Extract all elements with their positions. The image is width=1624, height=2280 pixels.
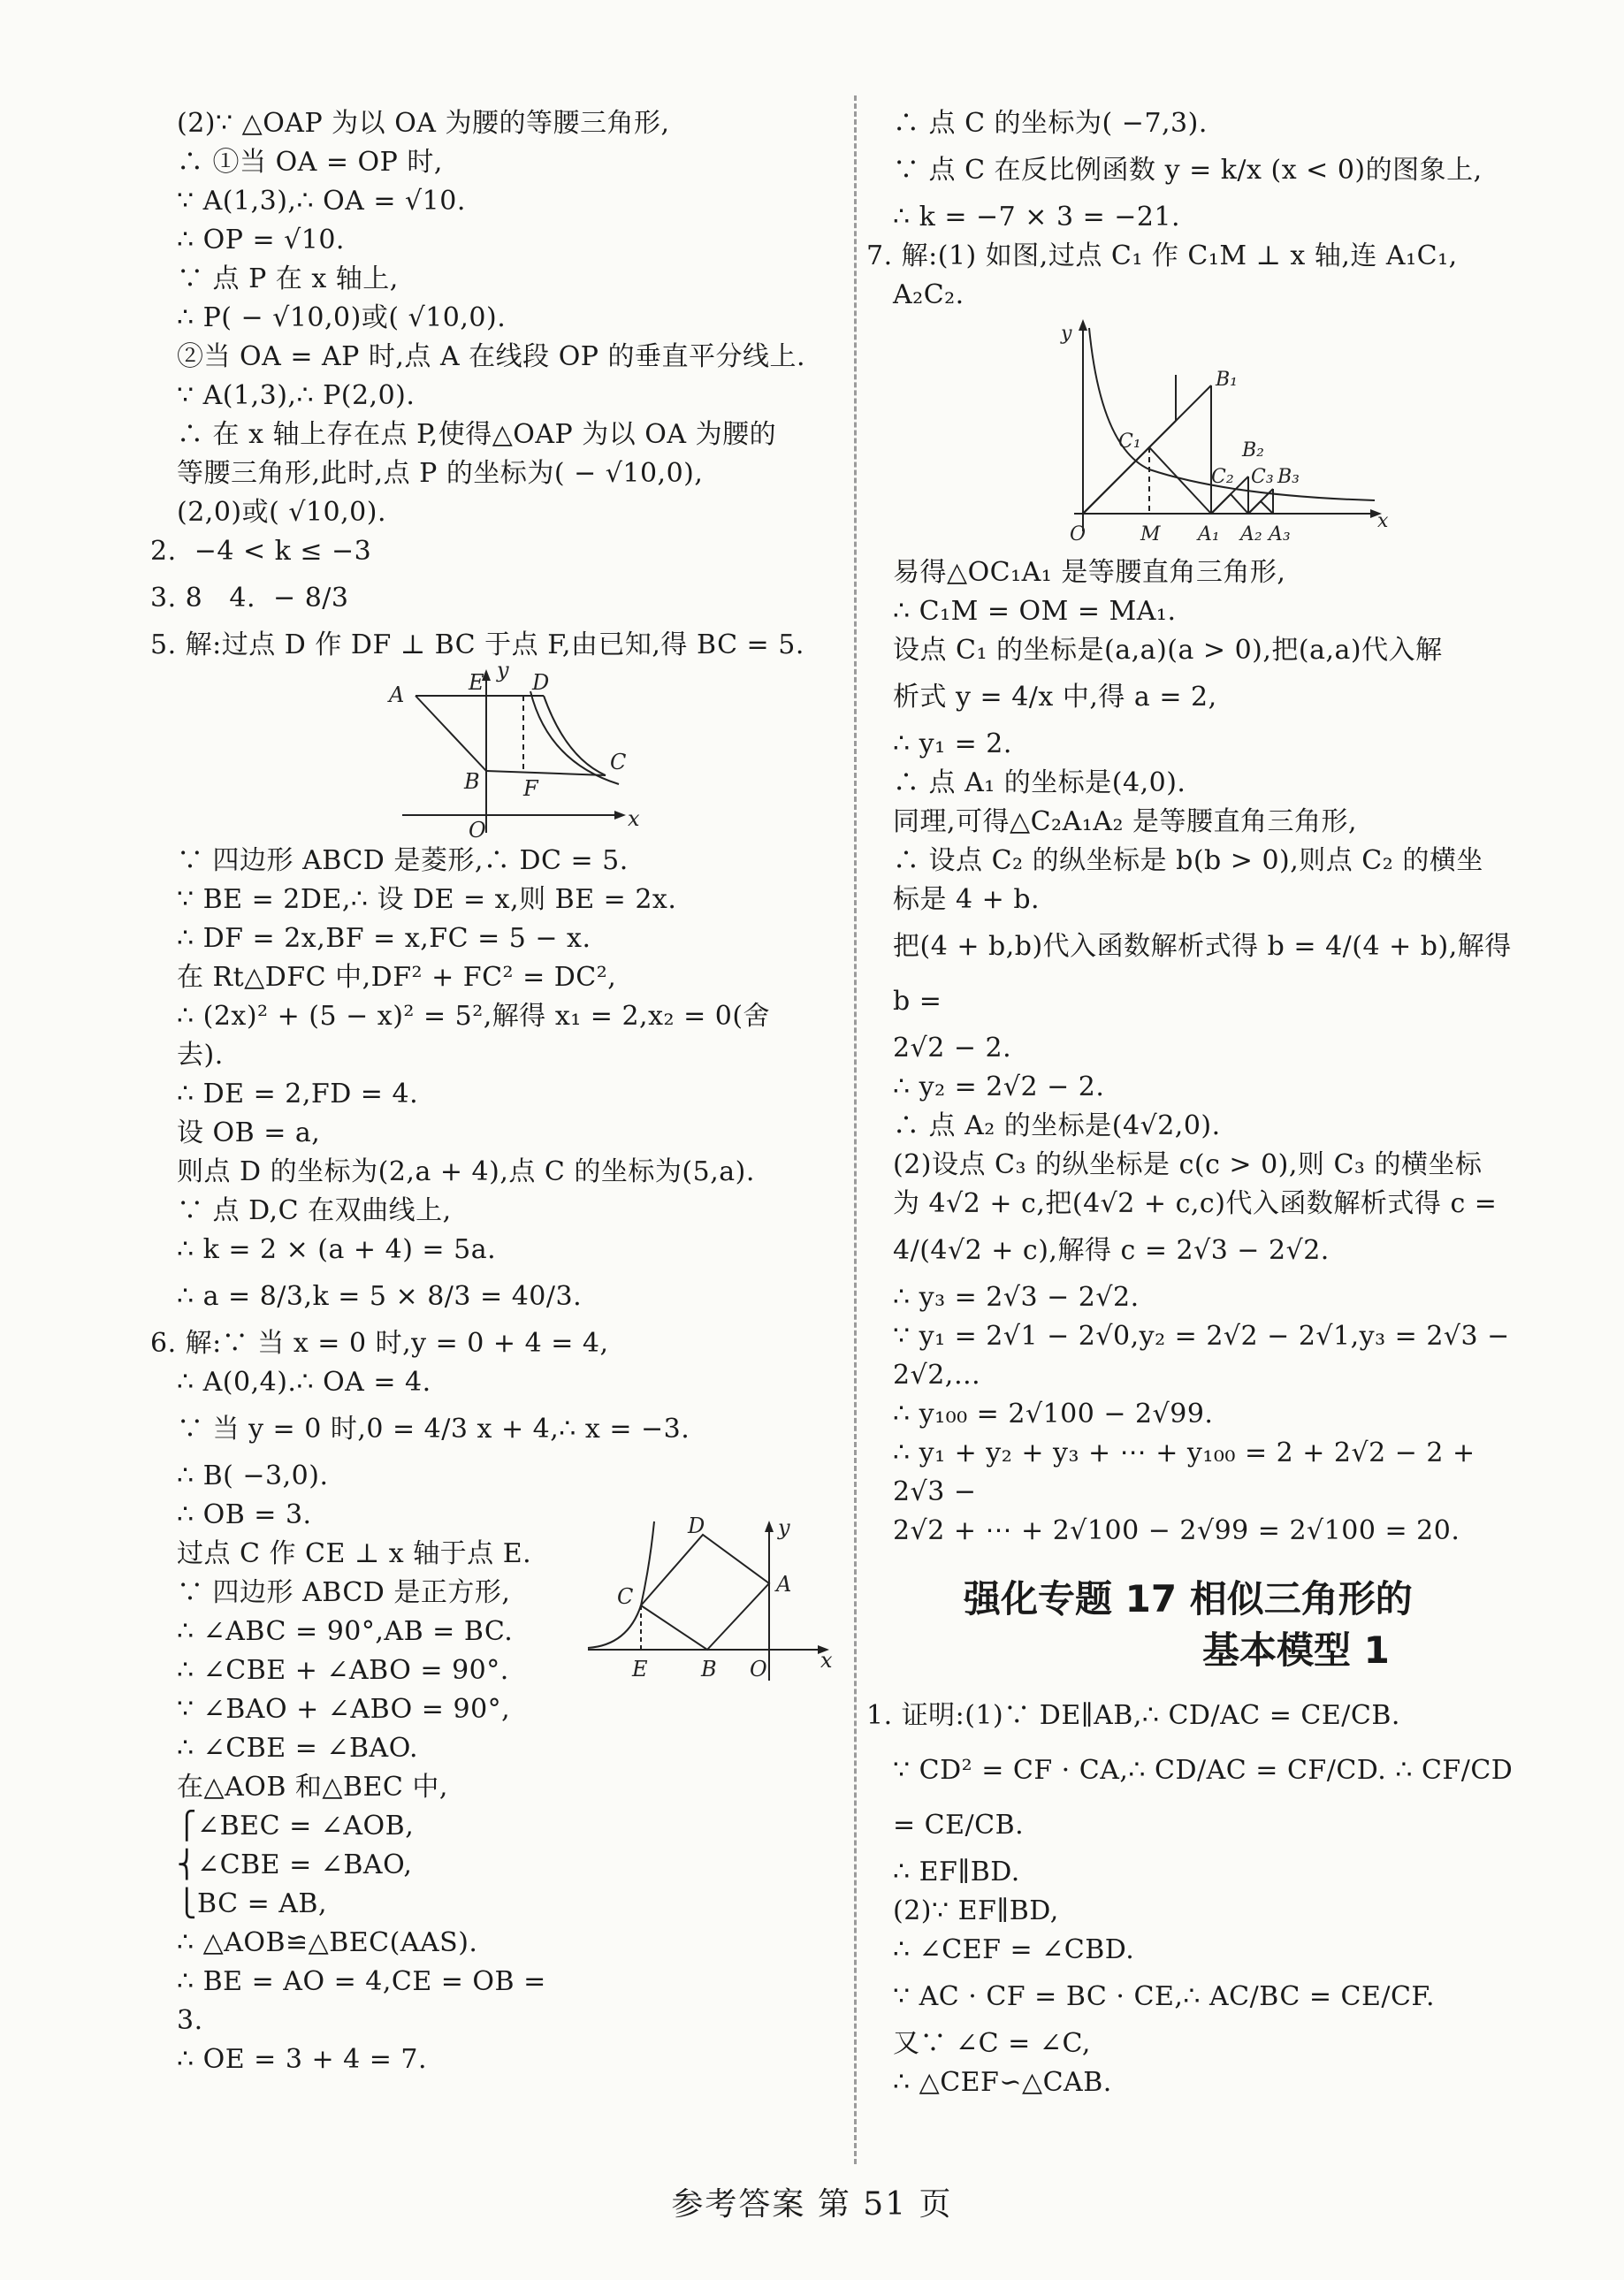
text-line: ∴ BE = AO = 4,CE = OB = 3. [177, 1966, 555, 2036]
figure-problem-5 [177, 665, 858, 842]
text-line: 析式 y = 4/x 中,得 a = 2, [893, 682, 1217, 713]
text-line: ∴ 在 x 轴上存在点 P,使得△OAP 为以 OA 为腰的 [177, 419, 777, 450]
text-line: ∴ (2x)² + (5 − x)² = 5²,解得 x₁ = 2,x₂ = 0(舍 [177, 1001, 771, 1032]
section-title-line1: 强化专题 17 相似三角形的 [964, 1577, 1413, 1620]
label-A: A [389, 682, 405, 707]
text-line: (2)设点 C₃ 的纵坐标是 c(c > 0),则 C₃ 的横坐标 [893, 1149, 1483, 1180]
answer-3-4: 3. 8 4. − 8/3 [150, 583, 349, 614]
left-block-a [150, 104, 858, 665]
label-D: D [532, 670, 550, 695]
label-O: O [1070, 523, 1086, 545]
text-line: 2√2 + ⋯ + 2√100 − 2√99 = 2√100 = 20. [893, 1515, 1460, 1546]
label-A: A [776, 1572, 792, 1597]
text-line: ∵ 点 C 在反比例函数 y = k/x (x < 0)的图象上, [893, 155, 1483, 186]
text-line: ∴ k = 2 × (a + 4) = 5a. [177, 1234, 497, 1265]
label-D: D [688, 1517, 705, 1538]
text-line: 在 Rt△DFC 中,DF² + FC² = DC², [177, 962, 617, 993]
label-O: O [750, 1657, 767, 1681]
text-line: ∴ EF∥BD. [893, 1857, 1020, 1887]
label-F: F [523, 776, 538, 801]
text-line: 等腰三角形,此时,点 P 的坐标为( − √10,0), [177, 458, 704, 489]
text-line: ∴ OE = 3 + 4 = 7. [177, 2044, 428, 2075]
label-E: E [469, 670, 484, 695]
text-line: ∴ y₁ = 2. [893, 728, 1012, 759]
square-ABCD [641, 1535, 769, 1650]
right-block-b [893, 553, 1529, 1551]
text-line: 为 4√2 + c,把(4√2 + c,c)代入函数解析式得 c = [893, 1188, 1498, 1219]
segment-AB [416, 696, 486, 771]
label-M: M [1140, 523, 1161, 545]
segment-DC-curve [544, 696, 606, 775]
proof-1-heading: 1. 证明:(1)∵ DE∥AB,∴ CD/AC = CE/CB. [866, 1700, 1400, 1731]
text-line: 则点 D 的坐标为(2,a + 4),点 C 的坐标为(5,a). [177, 1156, 755, 1187]
label-C2: C₂ [1211, 466, 1234, 488]
answer-7-heading: 7. 解:(1) 如图,过点 C₁ 作 C₁M ⊥ x 轴,连 A₁C₁, [866, 240, 1458, 271]
answer-2: 2. −4 < k ≤ −3 [150, 536, 372, 567]
label-B: B [464, 769, 480, 794]
text-line: 设 OB = a, [177, 1117, 321, 1148]
hyperbola-curve [530, 691, 619, 784]
text-line: ∴ DF = 2x,BF = x,FC = 5 − x. [177, 923, 591, 954]
text-line: 设点 C₁ 的坐标是(a,a)(a > 0),把(a,a)代入解 [893, 635, 1443, 666]
answer-6-heading: 6. 解:∵ 当 x = 0 时,y = 0 + 4 = 4, [150, 1328, 609, 1359]
text-line: (2)∵ EF∥BD, [893, 1895, 1059, 1926]
label-x: x [820, 1648, 833, 1673]
text-line: ∴ OB = 3. [177, 1499, 312, 1530]
left-column [150, 104, 858, 2079]
y-arrow [765, 1521, 774, 1532]
y-arrow [1079, 319, 1087, 331]
text-line: ∵ 四边形 ABCD 是菱形,∴ DC = 5. [177, 845, 629, 876]
text-line: ∴ k = −7 × 3 = −21. [893, 202, 1181, 233]
text-line: ∴ 设点 C₂ 的纵坐标是 b(b > 0),则点 C₂ 的横坐 [893, 845, 1483, 876]
text-line: ∴ 点 A₁ 的坐标是(4,0). [893, 767, 1186, 798]
text-line: ∵ A(1,3),∴ P(2,0). [177, 380, 416, 411]
text-line: ⎩BC = AB, [177, 1888, 328, 1919]
label-C: C [617, 1584, 634, 1609]
text-line: ∴ 点 A₂ 的坐标是(4√2,0). [893, 1110, 1221, 1141]
left-block-b [150, 842, 858, 1535]
right-column [866, 104, 1529, 2102]
text-line: ∴ y₂ = 2√2 − 2. [893, 1071, 1105, 1102]
label-C3: C₃ [1251, 466, 1274, 488]
text-line: 4/(4√2 + c),解得 c = 2√3 − 2√2. [893, 1235, 1330, 1266]
text-line: ∵ BE = 2DE,∴ 设 DE = x,则 BE = 2x. [177, 884, 677, 915]
text-line: ∵ 四边形 ABCD 是正方形, [177, 1577, 511, 1608]
text-line: ∴ C₁M = OM = MA₁. [893, 596, 1177, 627]
text-line: ∵ 点 D,C 在双曲线上, [177, 1195, 452, 1226]
figure-problem-7 [893, 315, 1529, 553]
label-O: O [469, 818, 486, 842]
text-line: ∴ A(0,4).∴ OA = 4. [177, 1367, 431, 1398]
label-B1: B₁ [1216, 369, 1238, 391]
text-line: ∵ ∠BAO + ∠ABO = 90°, [177, 1694, 511, 1725]
label-C: C [610, 750, 627, 774]
isosceles-triangles-figure [893, 315, 1529, 553]
rhombus-hyperbola-figure [177, 665, 858, 842]
text-line: ∴ B( −3,0). [177, 1460, 329, 1491]
text-line: 2√2,… [893, 1360, 981, 1391]
answer-5-heading: 5. 解:过点 D 作 DF ⊥ BC 于点 F,由已知,得 BC = 5. [150, 629, 804, 660]
label-x: x [628, 806, 640, 831]
label-x: x [1377, 510, 1389, 532]
label-A2: A₂ [1240, 523, 1262, 545]
triangle-A2-C3-A3 [1248, 501, 1273, 514]
text-line: ∴ y₁₀₀ = 2√100 − 2√99. [893, 1399, 1214, 1430]
text-line: 把(4 + b,b)代入函数解析式得 b = 4/(4 + b),解得 b = [893, 931, 1521, 1017]
text-line: ∴ DE = 2,FD = 4. [177, 1079, 419, 1109]
text-line: ⎨∠CBE = ∠BAO, [177, 1849, 413, 1880]
ray-OB1 [1083, 385, 1211, 514]
text-line: (2,0)或( √10,0). [177, 497, 387, 528]
label-y: y [1061, 323, 1072, 345]
text-line: 过点 C 作 CE ⊥ x 轴于点 E. [177, 1538, 532, 1569]
text-line: ∵ A(1,3),∴ OA = √10. [177, 186, 466, 217]
text-line: ∴ △AOB≌△BEC(AAS). [177, 1927, 478, 1958]
label-E: E [632, 1657, 648, 1681]
text-line: 标是 4 + b. [893, 884, 1041, 915]
label-B: B [701, 1657, 717, 1681]
text-line: ∴ a = 8/3,k = 5 × 8/3 = 40/3. [177, 1281, 583, 1312]
text-line: ∵ y₁ = 2√1 − 2√0,y₂ = 2√2 − 2√1,y₃ = 2√3 − [893, 1321, 1510, 1352]
text-line: 在△AOB 和△BEC 中, [177, 1772, 448, 1803]
right-block-a [866, 104, 1529, 315]
right-block-c [866, 1689, 1529, 2102]
text-line: ②当 OA = AP 时,点 A 在线段 OP 的垂直平分线上. [177, 341, 806, 372]
left-block-c [177, 1517, 858, 2079]
text-line: ∴ ∠CBE = ∠BAO. [177, 1733, 419, 1764]
text-line: A₂C₂. [893, 279, 964, 310]
x-arrow [614, 811, 626, 820]
text-line: ∴ ∠CBE + ∠ABO = 90°. [177, 1655, 509, 1686]
text-line: 又∵ ∠C = ∠C, [893, 2028, 1091, 2059]
label-B2: B₂ [1242, 439, 1264, 461]
text-line: 去). [177, 1040, 224, 1071]
triangle-A1-C2-A2 [1211, 494, 1248, 514]
label-B3: B₃ [1277, 466, 1300, 488]
label-C1: C₁ [1118, 431, 1141, 453]
page-footer: 参考答案 第 51 页 [671, 2186, 953, 2223]
text-line: ∵ 点 P 在 x 轴上, [177, 263, 399, 294]
text-line: ∴ ①当 OA = OP 时, [177, 147, 443, 178]
text-line: 同理,可得△C₂A₁A₂ 是等腰直角三角形, [893, 806, 1358, 837]
text-line: ∴ OP = √10. [177, 225, 345, 255]
text-line: ∴ 点 C 的坐标为( −7,3). [893, 108, 1208, 139]
text-line: 2√2 − 2. [893, 1033, 1012, 1064]
text-line: ∴ △CEF∽△CAB. [893, 2067, 1112, 2098]
text-line: ⎧∠BEC = ∠AOB, [177, 1811, 415, 1842]
text-line: ∴ ∠ABC = 90°,AB = BC. [177, 1616, 514, 1647]
text-line: ∴ P( − √10,0)或( √10,0). [177, 302, 507, 333]
text-line: (2)∵ △OAP 为以 OA 为腰的等腰三角形, [177, 108, 670, 139]
section-title-line2: 基本模型 1 [1202, 1628, 1390, 1672]
label-y: y [778, 1517, 790, 1540]
text-line: ∴ y₃ = 2√3 − 2√2. [893, 1282, 1140, 1313]
label-A3: A₃ [1269, 523, 1291, 545]
square-proof-text [177, 1535, 566, 2079]
text-line: ∴ ∠CEF = ∠CBD. [893, 1934, 1135, 1965]
text-line: ∵ AC · CF = BC · CE,∴ AC/BC = CE/CF. [893, 1981, 1436, 2012]
text-line: ∵ 当 y = 0 时,0 = 4/3 x + 4,∴ x = −3. [177, 1414, 690, 1445]
label-A1: A₁ [1198, 523, 1220, 545]
square-figure [583, 1517, 840, 1694]
label-y: y [497, 665, 509, 682]
text-line: ∵ CD² = CF · CA,∴ CD/AC = CF/CD. ∴ CF/CD = CE/CB. [893, 1755, 1522, 1841]
section-heading [964, 1574, 1529, 1676]
text-line: 易得△OC₁A₁ 是等腰直角三角形, [893, 557, 1286, 588]
text-line: ∴ y₁ + y₂ + y₃ + ⋯ + y₁₀₀ = 2 + 2√2 − 2 + 2√3 − [893, 1437, 1484, 1507]
